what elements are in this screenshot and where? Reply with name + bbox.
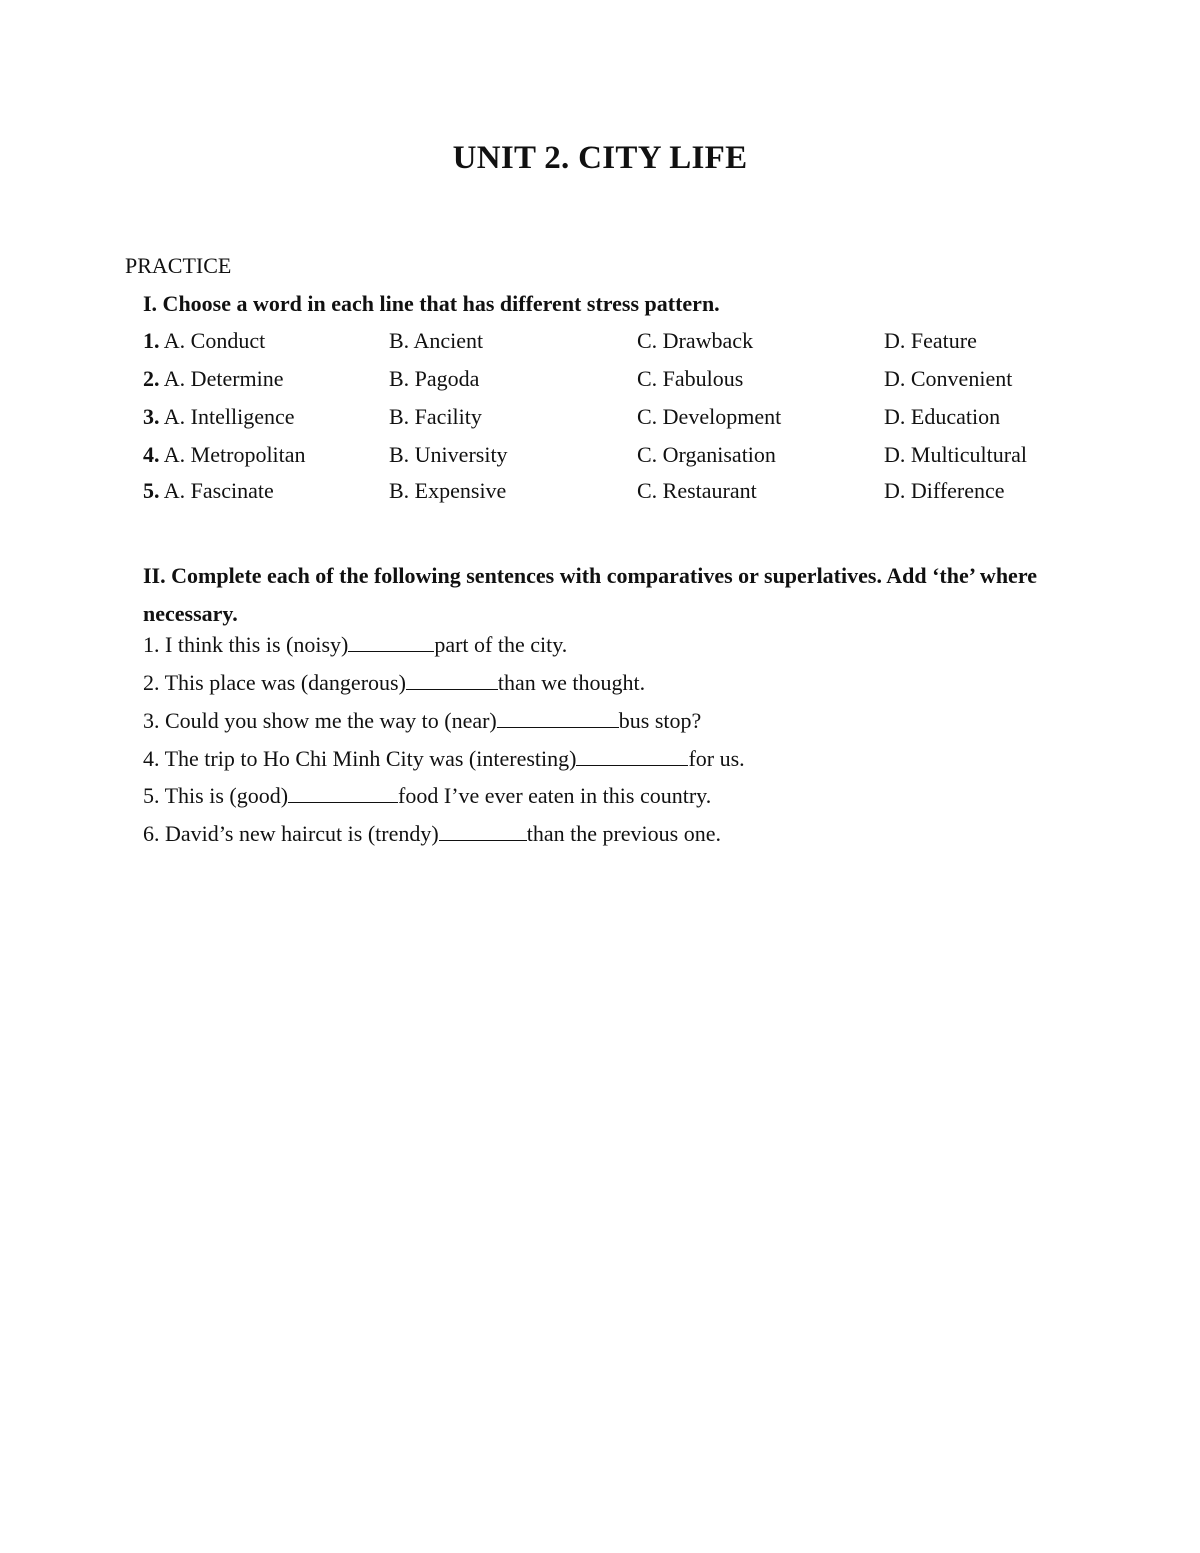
option-c: C. Development [637,404,782,429]
option-c: C. Drawback [637,328,754,353]
fill-sentence: 2. This place was (dangerous) than we thought. [143,670,646,695]
option-b: B. Pagoda [389,366,480,391]
option-d: D. Multicultural [884,442,1027,467]
fill-sentence: 6. David’s new haircut is (trendy) than the previous one. [143,821,721,846]
fill-sentence: 1. I think this is (noisy) part of the city. [143,632,568,657]
section-label: PRACTICE [125,253,232,278]
option-b: B. Expensive [389,478,507,503]
option-a: A. Determine [163,366,284,391]
answer-blank[interactable] [439,822,527,841]
part2-heading: II. Complete each of the following sentences with comparatives or superlatives. Add ‘the’ where necessary. [143,563,1037,626]
option-d: D. Convenient [884,366,1013,391]
question-number: 1. [143,328,160,353]
answer-blank[interactable] [288,784,398,803]
option-b: B. Ancient [389,328,484,353]
fill-sentence: 4. The trip to Ho Chi Minh City was (interesting) for us. [143,746,745,771]
page-title: UNIT 2. CITY LIFE [452,140,748,176]
option-a: A. Metropolitan [163,442,306,467]
question-number: 5. [143,478,160,503]
option-b: B. University [389,442,508,467]
fill-sentence: 3. Could you show me the way to (near) bus stop? [143,708,702,733]
option-a: A. Conduct [163,328,266,353]
answer-blank[interactable] [497,709,619,728]
option-c: C. Restaurant [637,478,757,503]
question-number: 4. [143,442,160,467]
option-d: D. Difference [884,478,1005,503]
option-c: C. Fabulous [637,366,744,391]
question-number: 3. [143,404,160,429]
option-d: D. Feature [884,328,977,353]
part1-heading: I. Choose a word in each line that has different stress pattern. [143,291,720,316]
question-number: 2. [143,366,160,391]
fill-sentence: 5. This is (good) food I’ve ever eaten in this country. [143,783,712,808]
option-a: A. Intelligence [163,404,295,429]
option-a: A. Fascinate [163,478,274,503]
answer-blank[interactable] [576,747,688,766]
answer-blank[interactable] [406,671,498,690]
option-c: C. Organisation [637,442,776,467]
option-b: B. Facility [389,404,482,429]
answer-blank[interactable] [348,633,434,652]
option-d: D. Education [884,404,1001,429]
